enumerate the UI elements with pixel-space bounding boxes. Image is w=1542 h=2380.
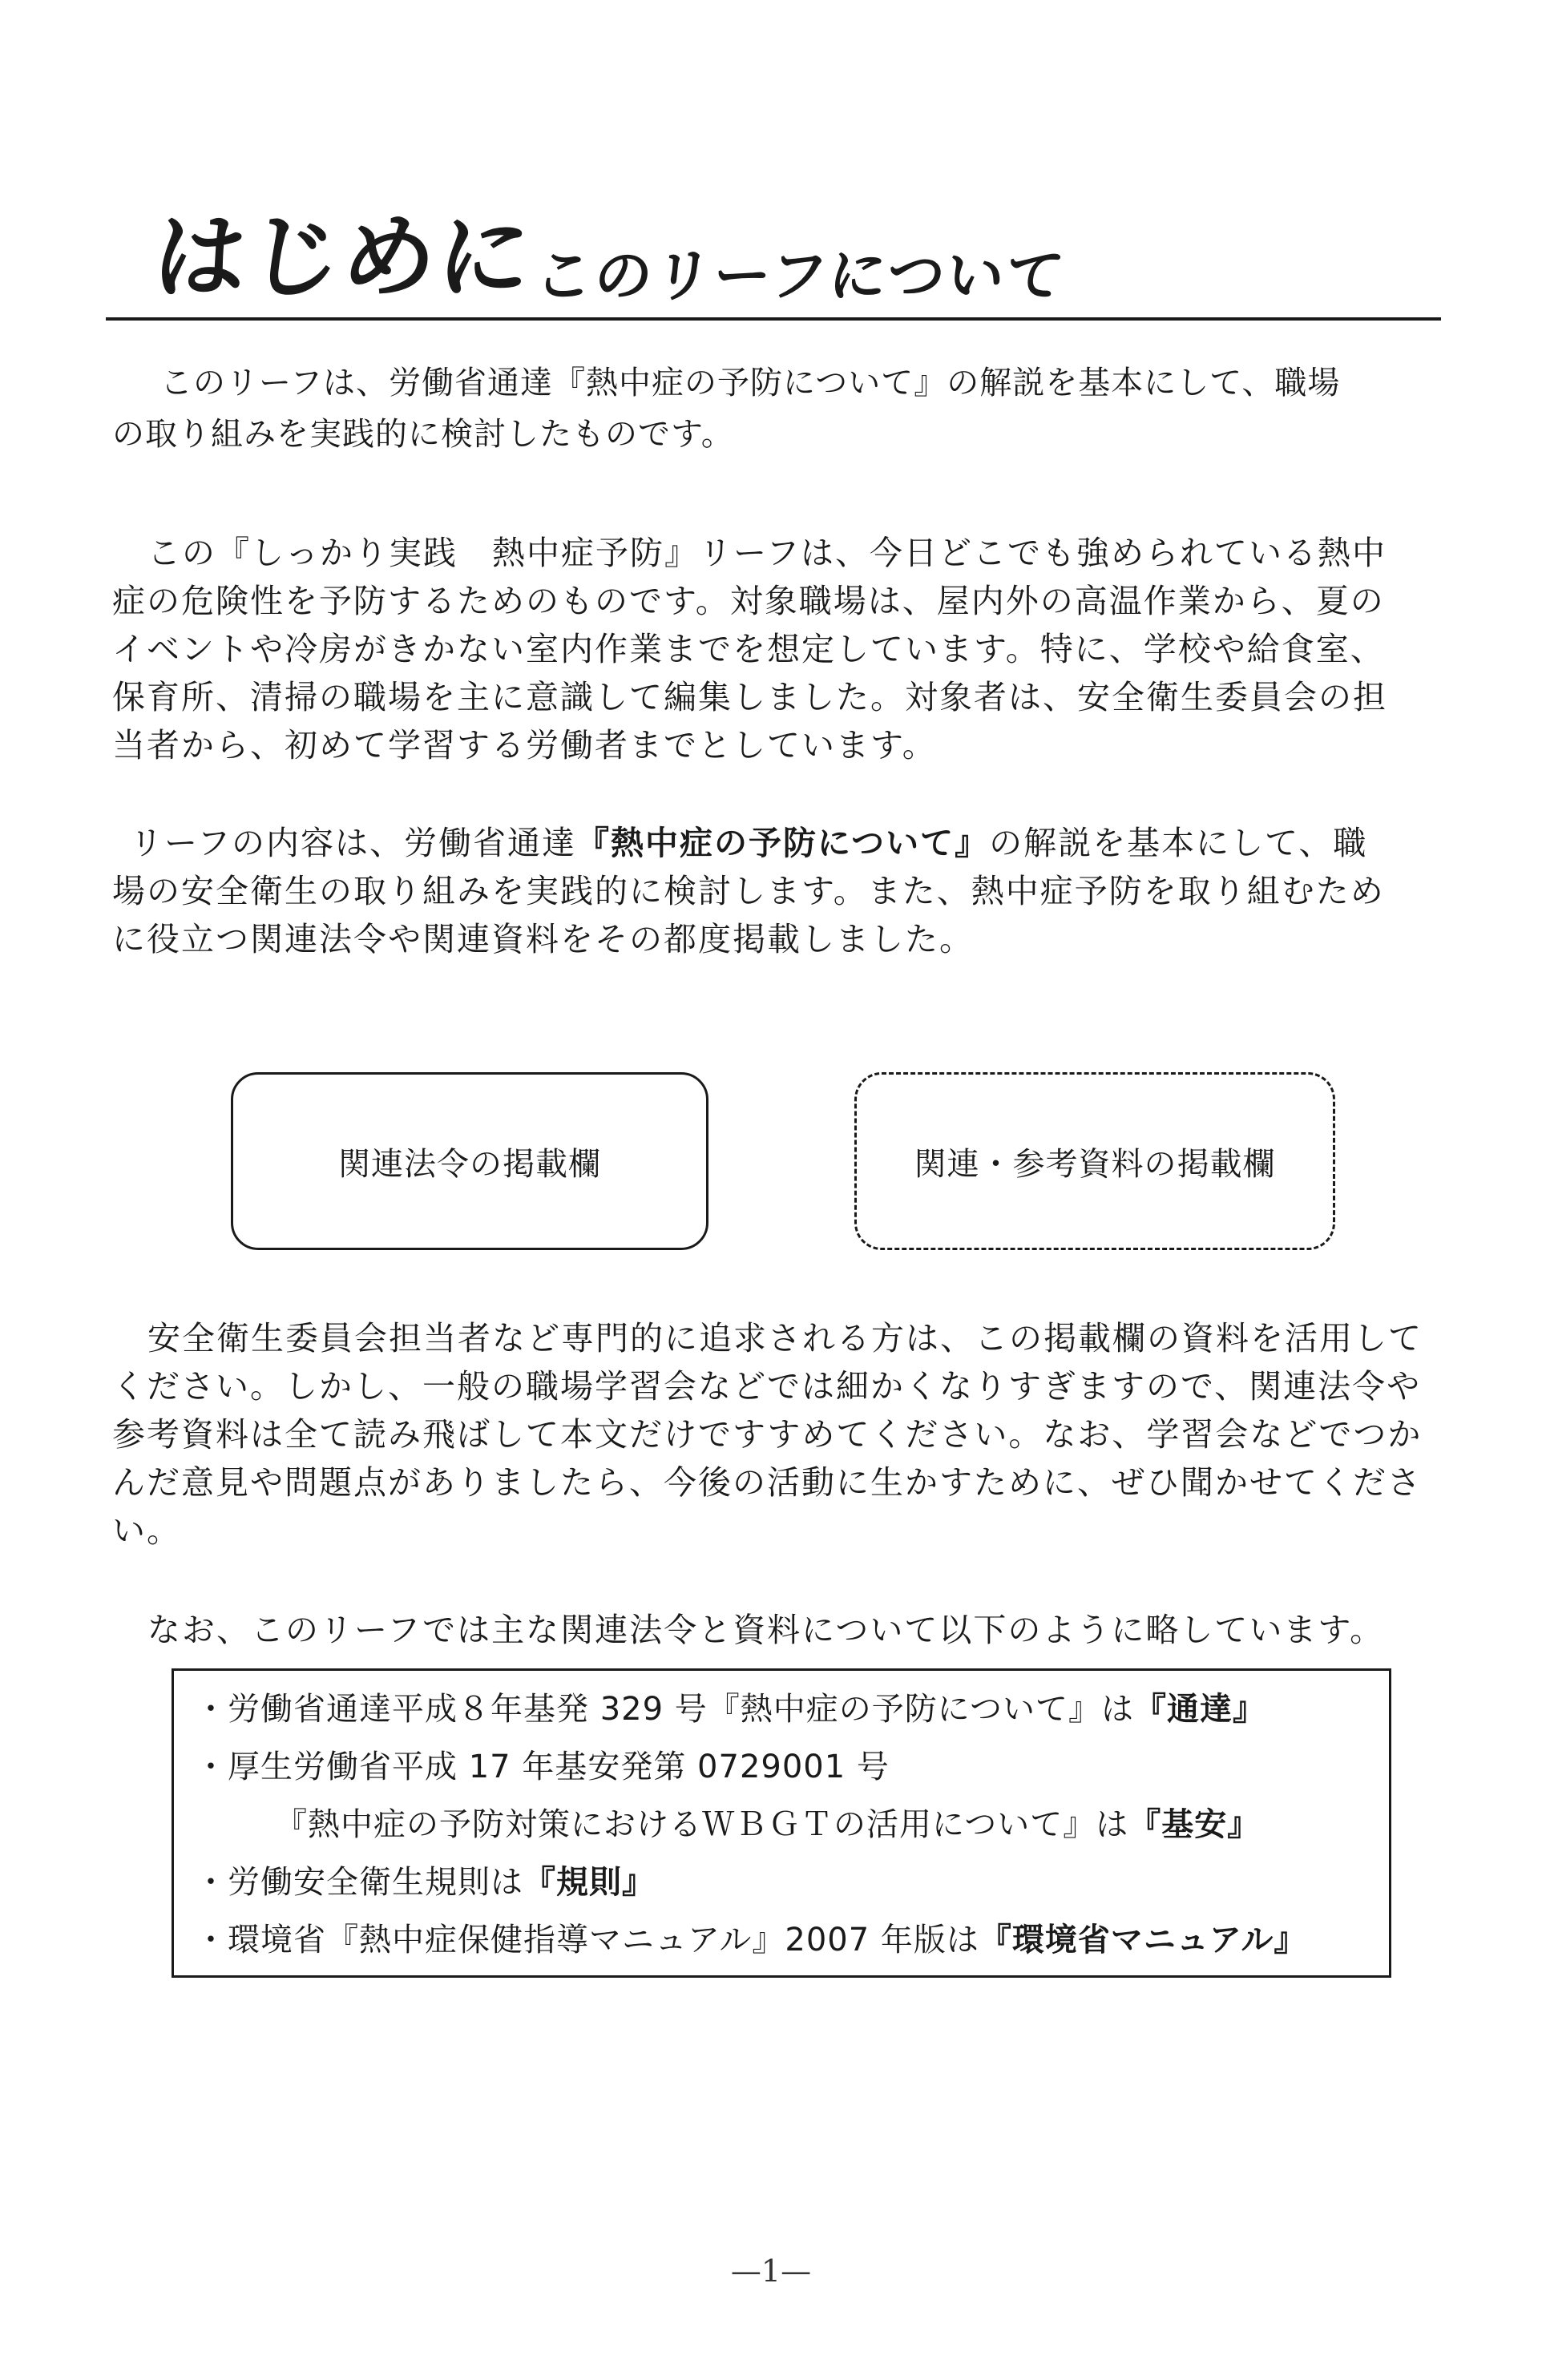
abbreviation-item: ・労働省通達平成８年基発 329 号『熱中症の予防について』は『通達』 xyxy=(195,1691,1265,1728)
usage-paragraph-2: なお、このリーフでは主な関連法令と資料について以下のように略しています。 xyxy=(147,1611,1385,1649)
title-heading xyxy=(106,204,1441,321)
references-box xyxy=(854,1072,1335,1250)
references-box-label: 関連・参考資料の掲載欄 xyxy=(914,1145,1276,1183)
laws-box-label: 関連法令の掲載欄 xyxy=(338,1145,601,1183)
laws-box xyxy=(231,1072,708,1250)
intro-paragraph: このリーフは、労働省通達『熱中症の予防について』の解説を基本にして、職場 の取り組みを実践的に検討したものです。 xyxy=(112,365,1341,453)
body-paragraph-2-before: リーフの内容は、労働省通達 xyxy=(130,824,576,862)
title-main: はじめに xyxy=(147,204,539,312)
abbreviation-item: ・厚生労働省平成 17 年基安発第 0729001 号 xyxy=(195,1749,890,1785)
page-number: —1— xyxy=(730,2253,812,2289)
body-paragraph-2-after: の解説を基本にして、職 場の安全衛生の取り組みを実践的に検討します。また、熱中症予防を取り組むため に役立つ関連法令や関連資料をその都度掲載しました。 xyxy=(112,824,1385,958)
body-paragraph-2 xyxy=(112,819,1443,963)
body-paragraph-2-bold: 『熱中症の予防について』 xyxy=(575,824,990,862)
abbreviations-box xyxy=(172,1668,1391,1978)
title-sub: このリーフについて xyxy=(531,242,1069,309)
abbreviation-item: ・労働安全衛生規則は『規則』 xyxy=(195,1864,655,1901)
body-paragraph-1: この『しっかり実践 熱中症予防』リーフは、今日どこでも強められている熱中 症の危険性を予防するためのものです。対象職場は、屋内外の高温作業から、夏の イベントや冷房がきかない室内作業までを想定しています。特に、学校や給食室、 保育所、清掃の職場を主に意識して編集しました。対象者は、安全衛生委員会の担 当者から、初めて学習する労働者までとしています。 xyxy=(112,534,1387,764)
abbreviation-item: ・環境省『熱中症保健指導マニュアル』2007 年版は『環境省マニュアル』 xyxy=(195,1922,1307,1958)
usage-paragraph-1: 安全衛生委員会担当者など専門的に追求される方は、この掲載欄の資料を活用して ください。しかし、一般の職場学習会などでは細かくなりすぎますので、関連法令や 参考資料は全て読み飛ばして本文だけですすめてください。なお、学習会などでつか んだ意見や問題点がありましたら、今後の活動に生かすために、ぜひ聞かせてくださ い。 xyxy=(112,1319,1423,1550)
abbreviation-item: 『熱中症の予防対策におけるＷＢＧＴの活用について』は『基安』 xyxy=(275,1806,1261,1843)
